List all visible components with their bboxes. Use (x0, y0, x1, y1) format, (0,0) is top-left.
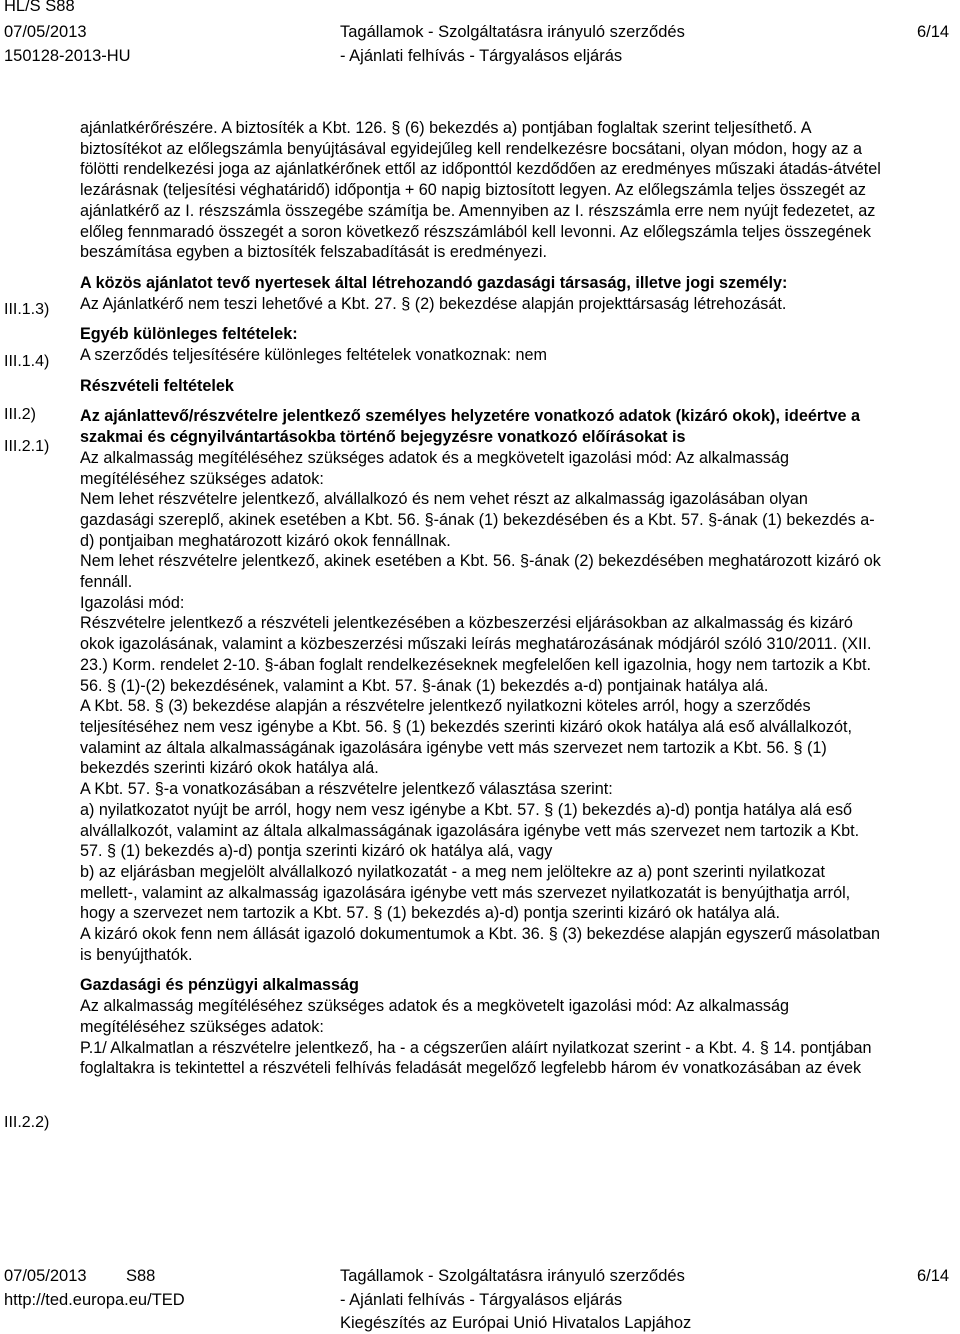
footer-page-number: 6/14 (917, 1267, 950, 1285)
document-body (80, 118, 960, 1079)
body-line: fölötti rendelkezési joga az ajánlatkérőnek ettől az időponttól kezdődően az eredményes műszaki átadás-átvétel (80, 160, 881, 179)
body-line: 23.) Korm. rendelet 2-10. §-ában foglalt rendelkezéseknek megfelelően kell igazolnia, hogy nem tartozik a Kbt. (80, 655, 871, 674)
body-line: bekezdés szerinti kizáró okok hatálya alá. (80, 759, 379, 778)
body-line: ajánlatkérő az I. részszámla összegébe számítja be. Amennyiben az I. részszámla erre nem nyújt fedezetet, az (80, 201, 876, 220)
body-line: 56. § (1)-(2) bekezdésének, valamint a Kbt. 57. §-ának (1) bekezdés a-d) pontjainak hatálya alá. (80, 676, 769, 695)
body-line: biztosítékot az előlegszámla benyújtásával egyidejűleg kell rendelkezésre bocsátani, olyan módon, hogy az a (80, 139, 862, 158)
header-page-number: 6/14 (917, 23, 950, 41)
body-line: Nem lehet részvételre jelentkező, akinek esetében a Kbt. 56. §-ának (2) bekezdésében meghatározott kizáró ok (80, 552, 881, 571)
body-line: A Kbt. 57. §-a vonatkozásában a részvételre jelentkező választása szerint: (80, 780, 613, 799)
body-line: gazdasági szereplő, akinek esetében a Kbt. 56. §-ának (1) bekezdésében és a Kbt. 57. §-ának (1) bekezdés a- (80, 510, 875, 529)
footer-code: S88 (126, 1267, 156, 1285)
body-line: 57. § (1) bekezdés a)-d) pontja szerinti kizáró ok hatálya alá, vagy (80, 842, 553, 861)
body-line: teljesítéséhez nem vesz igénybe a Kbt. 56. § (1) bekezdés szerinti kizáró okok hatálya alá eső alvállalkozót, (80, 717, 853, 736)
body-line: Részvételre jelentkező a részvételi jelentkezésében a közbeszerzési eljárásokban az alkalmasság és kizáró (80, 614, 853, 633)
header-date: 07/05/2013 (4, 23, 87, 41)
section-title-iii-2-1: Az ajánlattevő/részvételre jelentkező személyes helyzetére vonatkozó adatok (kizáró okok), ideértve a (80, 407, 861, 426)
section-text-iii-1-3: Az Ajánlatkérő nem teszi lehetővé a Kbt. 27. § (2) bekezdése alapján projekttársaság létrehozását. (80, 294, 787, 313)
body-line: mellett-, valamint az alkalmasság igazolására igénybe vett más szervezet nyilatkozatát is benyújthatja arról, (80, 883, 851, 902)
body-line: A Kbt. 58. § (3) bekezdése alapján a részvételre jelentkező nyilatkozni köteles arról, hogy a szerződés (80, 697, 811, 716)
body-line: lezárásnak (teljesítési véghatáridő) időpontja + 60 napig biztosított legyen. Az előlegszámla teljes összegét az (80, 181, 867, 200)
body-line: is benyújthatók. (80, 945, 193, 964)
section-title-iii-2: Részvételi feltételek (80, 376, 234, 395)
footer-subtitle: - Ajánlati felhívás - Tárgyalásos eljárás (340, 1291, 623, 1309)
footer-date: 07/05/2013 (4, 1267, 87, 1285)
section-title-iii-1-4: Egyéb különleges feltételek: (80, 325, 298, 344)
section-title-iii-2-1-cont: szakmai és cégnyilvántartásokba történő bejegyzésre vonatkozó előírásokat is (80, 428, 686, 447)
body-line: b) az eljárásban megjelölt alvállalkozó nyilatkozatát - a meg nem jelöltekre az a) pont szerinti nyilatkozat (80, 862, 825, 881)
footer-journal: Kiegészítés az Európai Unió Hivatalos Lapjához (340, 1314, 692, 1332)
section-text-iii-1-4: A szerződés teljesítésére különleges feltételek vonatkoznak: nem (80, 346, 548, 365)
body-line: valamint az általa alkalmasságának igazolására igénybe vett más szervezet nem tartozik a Kbt. 56. § (1) (80, 738, 827, 757)
body-line: fennáll. (80, 573, 133, 592)
section-label-iii-2-1: III.2.1) (4, 438, 50, 455)
header-doc-id: 150128-2013-HU (4, 47, 131, 65)
body-line: okok igazolásának, valamint a közbeszerzési műszaki leírás meghatározásának módjáról szóló 310/2011. (XII. (80, 635, 872, 654)
body-line: beszámítása egyben a biztosíték felszabadítását is eredményezi. (80, 243, 547, 262)
section-label-iii-2-2: III.2.2) (4, 1114, 50, 1131)
body-line: A kizáró okok fenn nem állását igazoló dokumentumok a Kbt. 36. § (3) bekezdése alapján egyszerű másolatban (80, 925, 880, 944)
footer-title: Tagállamok - Szolgáltatásra irányuló szerződés (340, 1267, 685, 1285)
body-line: megítéléséhez szükséges adatok: (80, 469, 324, 488)
footer-url[interactable]: http://ted.europa.eu/TED (4, 1291, 185, 1309)
body-line: Igazolási mód: (80, 593, 185, 612)
header-title: Tagállamok - Szolgáltatásra irányuló szerződés (340, 23, 685, 41)
section-label-iii-2: III.2) (4, 406, 37, 423)
body-line: d) pontjaiban meghatározott kizáró okok fennállnak. (80, 531, 451, 550)
body-line: ajánlatkérőrészére. A biztosíték a Kbt. 126. § (6) bekezdés a) pontjában foglaltak szerint teljesíthető. A (80, 119, 812, 137)
body-line: hogy a szervezet nem tartozik a Kbt. 57. § (1) bekezdés a)-d) pontja szerinti kizáró ok hatálya alá. (80, 904, 781, 923)
section-label-iii-1-3: III.1.3) (4, 301, 50, 318)
body-line: P.1/ Alkalmatlan a részvételre jelentkező, ha - a cégszerűen aláírt nyilatkozat szerint - a Kbt. 4. § 14. pontjában (80, 1038, 872, 1057)
body-line: alvállalkozót, valamint az általa alkalmasságának igazolására igénybe vett más szervezet nem tartozik a Kbt. (80, 821, 860, 840)
header-subtitle: - Ajánlati felhívás - Tárgyalásos eljárás (340, 47, 623, 65)
body-line: foglaltakra is tekintettel a részvételi felhívás feladását megelőző legfelebb három év vonatkozásában az évek (80, 1059, 862, 1078)
body-line: a) nyilatkozatot nyújt be arról, hogy nem vesz igénybe a Kbt. 57. § (1) bekezdés a)-d) pontja hatálya alá eső (80, 800, 853, 819)
section-title-iii-1-3: A közös ajánlatot tevő nyertesek által létrehozandó gazdasági társaság, illetve jogi személy: (80, 273, 788, 292)
body-line: Nem lehet részvételre jelentkező, alvállalkozó és nem vehet részt az alkalmasság igazolásában olyan (80, 490, 808, 509)
body-line: Az alkalmasság megítéléséhez szükséges adatok és a megkövetelt igazolási mód: Az alkalmasság (80, 997, 790, 1016)
body-line: Az alkalmasság megítéléséhez szükséges adatok és a megkövetelt igazolási mód: Az alkalmasság (80, 448, 790, 467)
body-line: megítéléséhez szükséges adatok: (80, 1017, 324, 1036)
section-title-iii-2-2: Gazdasági és pénzügyi alkalmasság (80, 976, 359, 995)
section-label-iii-1-4: III.1.4) (4, 353, 50, 370)
header-left-1: HL/S S88 (4, 0, 75, 15)
body-line: előleg fennmaradó összegét a soron következő részszámlából kell levonni. Az előlegszámla teljes összegének (80, 222, 871, 241)
